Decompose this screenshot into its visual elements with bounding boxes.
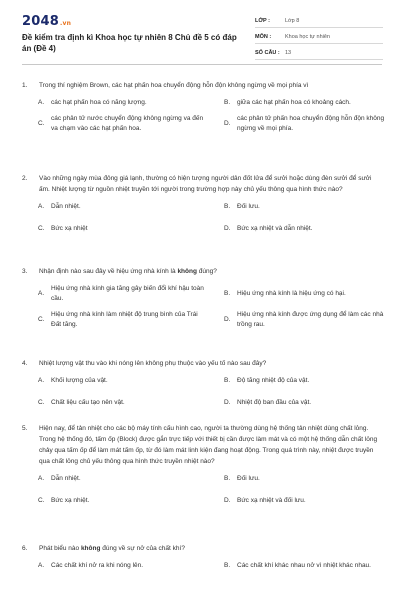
option-letter: C. (38, 225, 45, 232)
question-3 (22, 266, 382, 330)
question-number: 1. (22, 82, 28, 89)
site-logo[interactable] (22, 14, 71, 29)
meta-label: MÔN : (255, 34, 272, 40)
option-letter: B. (224, 475, 231, 482)
question-text (22, 173, 382, 195)
answer-option-c[interactable] (38, 496, 208, 506)
option-text: Hiệu ứng nhà kính là hiệu ứng có hại. (237, 290, 346, 297)
option-letter: C. (38, 497, 45, 504)
question-stem: Nhiệt lượng vật thu vào khi nóng lên không phụ thuộc vào yếu tố nào sau đây? (39, 360, 267, 367)
option-letter: A. (38, 475, 45, 482)
question-number: 3. (22, 268, 28, 275)
question-text (22, 358, 382, 369)
option-text: Khối lượng của vật. (51, 377, 108, 384)
meta-label: SỐ CÂU : (255, 50, 280, 56)
question-stem: Phát biểu nào (39, 545, 81, 552)
meta-value: Lớp 8 (285, 18, 300, 24)
option-letter: A. (38, 562, 45, 569)
option-text: Chất liệu cấu tạo nên vật. (51, 399, 125, 406)
option-letter: B. (224, 290, 231, 297)
answer-option-c[interactable] (38, 398, 208, 408)
answer-option-b[interactable] (224, 284, 394, 304)
question-text (22, 266, 382, 277)
meta-row-class (255, 15, 383, 28)
answer-option-a[interactable] (38, 561, 208, 571)
option-text: Dẫn nhiệt. (51, 203, 81, 210)
question-4 (22, 358, 382, 408)
answer-option-b[interactable] (224, 202, 394, 212)
option-letter: B. (224, 203, 231, 210)
question-1 (22, 80, 385, 134)
option-letter: D. (224, 225, 231, 232)
option-letter: A. (38, 290, 45, 297)
option-text: Nhiệt độ ban đầu của vật. (237, 399, 312, 406)
option-letter: D. (224, 316, 231, 323)
option-text: giữa các hạt phấn hoa có khoảng cách. (237, 99, 351, 106)
option-text: Hiệu ứng nhà kính làm nhiệt độ trung bình của Trái Đất tăng. (51, 311, 198, 328)
document-title: Đề kiểm tra định kì Khoa học tự nhiên 8 Chủ đề 5 có đáp án (Đề 4) (22, 33, 237, 53)
logo-text: 2048 (22, 14, 59, 29)
option-letter: A. (38, 203, 45, 210)
answer-options (22, 284, 382, 330)
answer-options (22, 474, 382, 506)
option-letter: B. (224, 562, 231, 569)
option-text: Đối lưu. (237, 203, 260, 210)
question-stem: Trong thí nghiệm Brown, các hạt phấn hoa chuyển động hỗn độn không ngừng về mọi phía vì (39, 82, 309, 89)
answer-option-a[interactable] (38, 202, 208, 212)
meta-value: Khoa học tự nhiên (285, 34, 330, 40)
option-letter: B. (224, 99, 231, 106)
question-text (22, 80, 382, 91)
option-text: Độ tăng nhiệt độ của vật. (237, 377, 310, 384)
answer-option-c[interactable] (38, 224, 208, 234)
option-letter: A. (38, 377, 45, 384)
option-text: Bức xạ nhiệt. (51, 497, 90, 504)
meta-value: 13 (285, 50, 292, 56)
answer-option-b[interactable] (224, 474, 394, 484)
question-number: 2. (22, 175, 28, 182)
answer-option-d[interactable] (224, 224, 394, 234)
option-text: Các chất khí nở ra khi nóng lên. (51, 562, 144, 569)
question-stem: Hiện nay, để tản nhiệt cho các bộ máy tính cấu hình cao, người ta thường dùng hệ thống tản nhiệt dùng chất lỏng. Trong hệ thống đó, tấm ốp (Block) được gắn trực tiếp với thiết bị cần được làm mát và có một hệ thống dẫn chất lỏng chảy qua tấm ốp để làm mát tấm ốp, từ đó làm mát linh kiện đang hoạt động. Trong quá trình này, nhiệt được truyền qua chất lỏng chủ yếu thông qua hình thức truyền nhiệt nào? (39, 425, 378, 465)
question-stem: Nhận định nào sau đây về hiệu ứng nhà kính là (39, 268, 178, 275)
question-number: 4. (22, 360, 28, 367)
answer-option-a[interactable] (38, 98, 208, 108)
answer-option-c[interactable] (38, 310, 208, 330)
option-text: Hiệu ứng nhà kính gia tăng gây biến đổi khí hậu toàn cầu. (51, 285, 204, 302)
option-letter: B. (224, 377, 231, 384)
question-emphasis: không (80, 545, 101, 552)
question-5 (22, 423, 382, 506)
answer-option-a[interactable] (38, 376, 208, 386)
option-text: các hạt phấn hoa có năng lượng. (51, 99, 147, 106)
answer-options (22, 202, 382, 234)
meta-label: LỚP : (255, 18, 270, 24)
question-6 (22, 543, 382, 571)
meta-row-subject (255, 31, 383, 44)
answer-option-b[interactable] (224, 376, 394, 386)
answer-option-a[interactable] (38, 474, 208, 484)
document-meta (255, 15, 383, 60)
answer-options (22, 561, 382, 571)
option-letter: A. (38, 99, 45, 106)
question-text (22, 423, 382, 467)
answer-options (22, 98, 385, 134)
question-emphasis: không (177, 268, 197, 275)
answer-option-d[interactable] (224, 398, 394, 408)
option-letter: D. (224, 497, 231, 504)
question-text (22, 543, 382, 554)
question-stem-end: đúng? (196, 268, 217, 275)
option-text: các phân tử phấn hoa chuyển động hỗn độn không ngừng về mọi phía. (237, 115, 385, 132)
option-text: Các chất khí khác nhau nở vì nhiệt khác nhau. (237, 562, 371, 569)
question-stem-end: đúng về sự nở của chất khí? (100, 545, 185, 552)
option-text: các phân tử nước chuyển động không ngừng va đến va chạm vào các hạt phấn hoa. (51, 115, 204, 132)
option-text: Hiệu ứng nhà kính được ứng dụng để làm các nhà trồng rau. (237, 311, 384, 328)
answer-option-b[interactable] (224, 561, 394, 571)
option-letter: C. (38, 316, 45, 323)
option-letter: D. (224, 120, 231, 127)
answer-option-a[interactable] (38, 284, 208, 304)
option-text: Bức xạ nhiệt và dẫn nhiệt. (237, 225, 313, 232)
question-number: 5. (22, 425, 28, 432)
logo-suffix: .vn (59, 20, 72, 27)
answer-option-d[interactable] (224, 310, 394, 330)
header-divider (22, 64, 382, 65)
answer-option-b[interactable] (224, 98, 394, 108)
answer-options (22, 376, 382, 408)
answer-option-c[interactable] (38, 114, 208, 134)
question-stem: Vào những ngày mùa đông giá lạnh, thường có hiện tượng người dân đốt lửa để sưởi hoặc dùng đèn sưởi để sưởi ấm. Nhiệt lượng từ nguồn nhiệt truyền tới người trong trường hợp này chủ yếu thông qua hình thức nào? (39, 175, 372, 193)
question-2 (22, 173, 382, 234)
option-letter: D. (224, 399, 231, 406)
option-letter: C. (38, 120, 45, 127)
option-letter: C. (38, 399, 45, 406)
option-text: Đối lưu. (237, 475, 260, 482)
answer-option-d[interactable] (224, 114, 394, 134)
option-text: Bức xạ nhiệt (51, 225, 88, 232)
question-number: 6. (22, 545, 28, 552)
answer-option-d[interactable] (224, 496, 394, 506)
document-header (22, 14, 382, 60)
option-text: Dẫn nhiệt. (51, 475, 81, 482)
meta-row-count (255, 47, 383, 60)
option-text: Bức xạ nhiệt và đối lưu. (237, 497, 306, 504)
